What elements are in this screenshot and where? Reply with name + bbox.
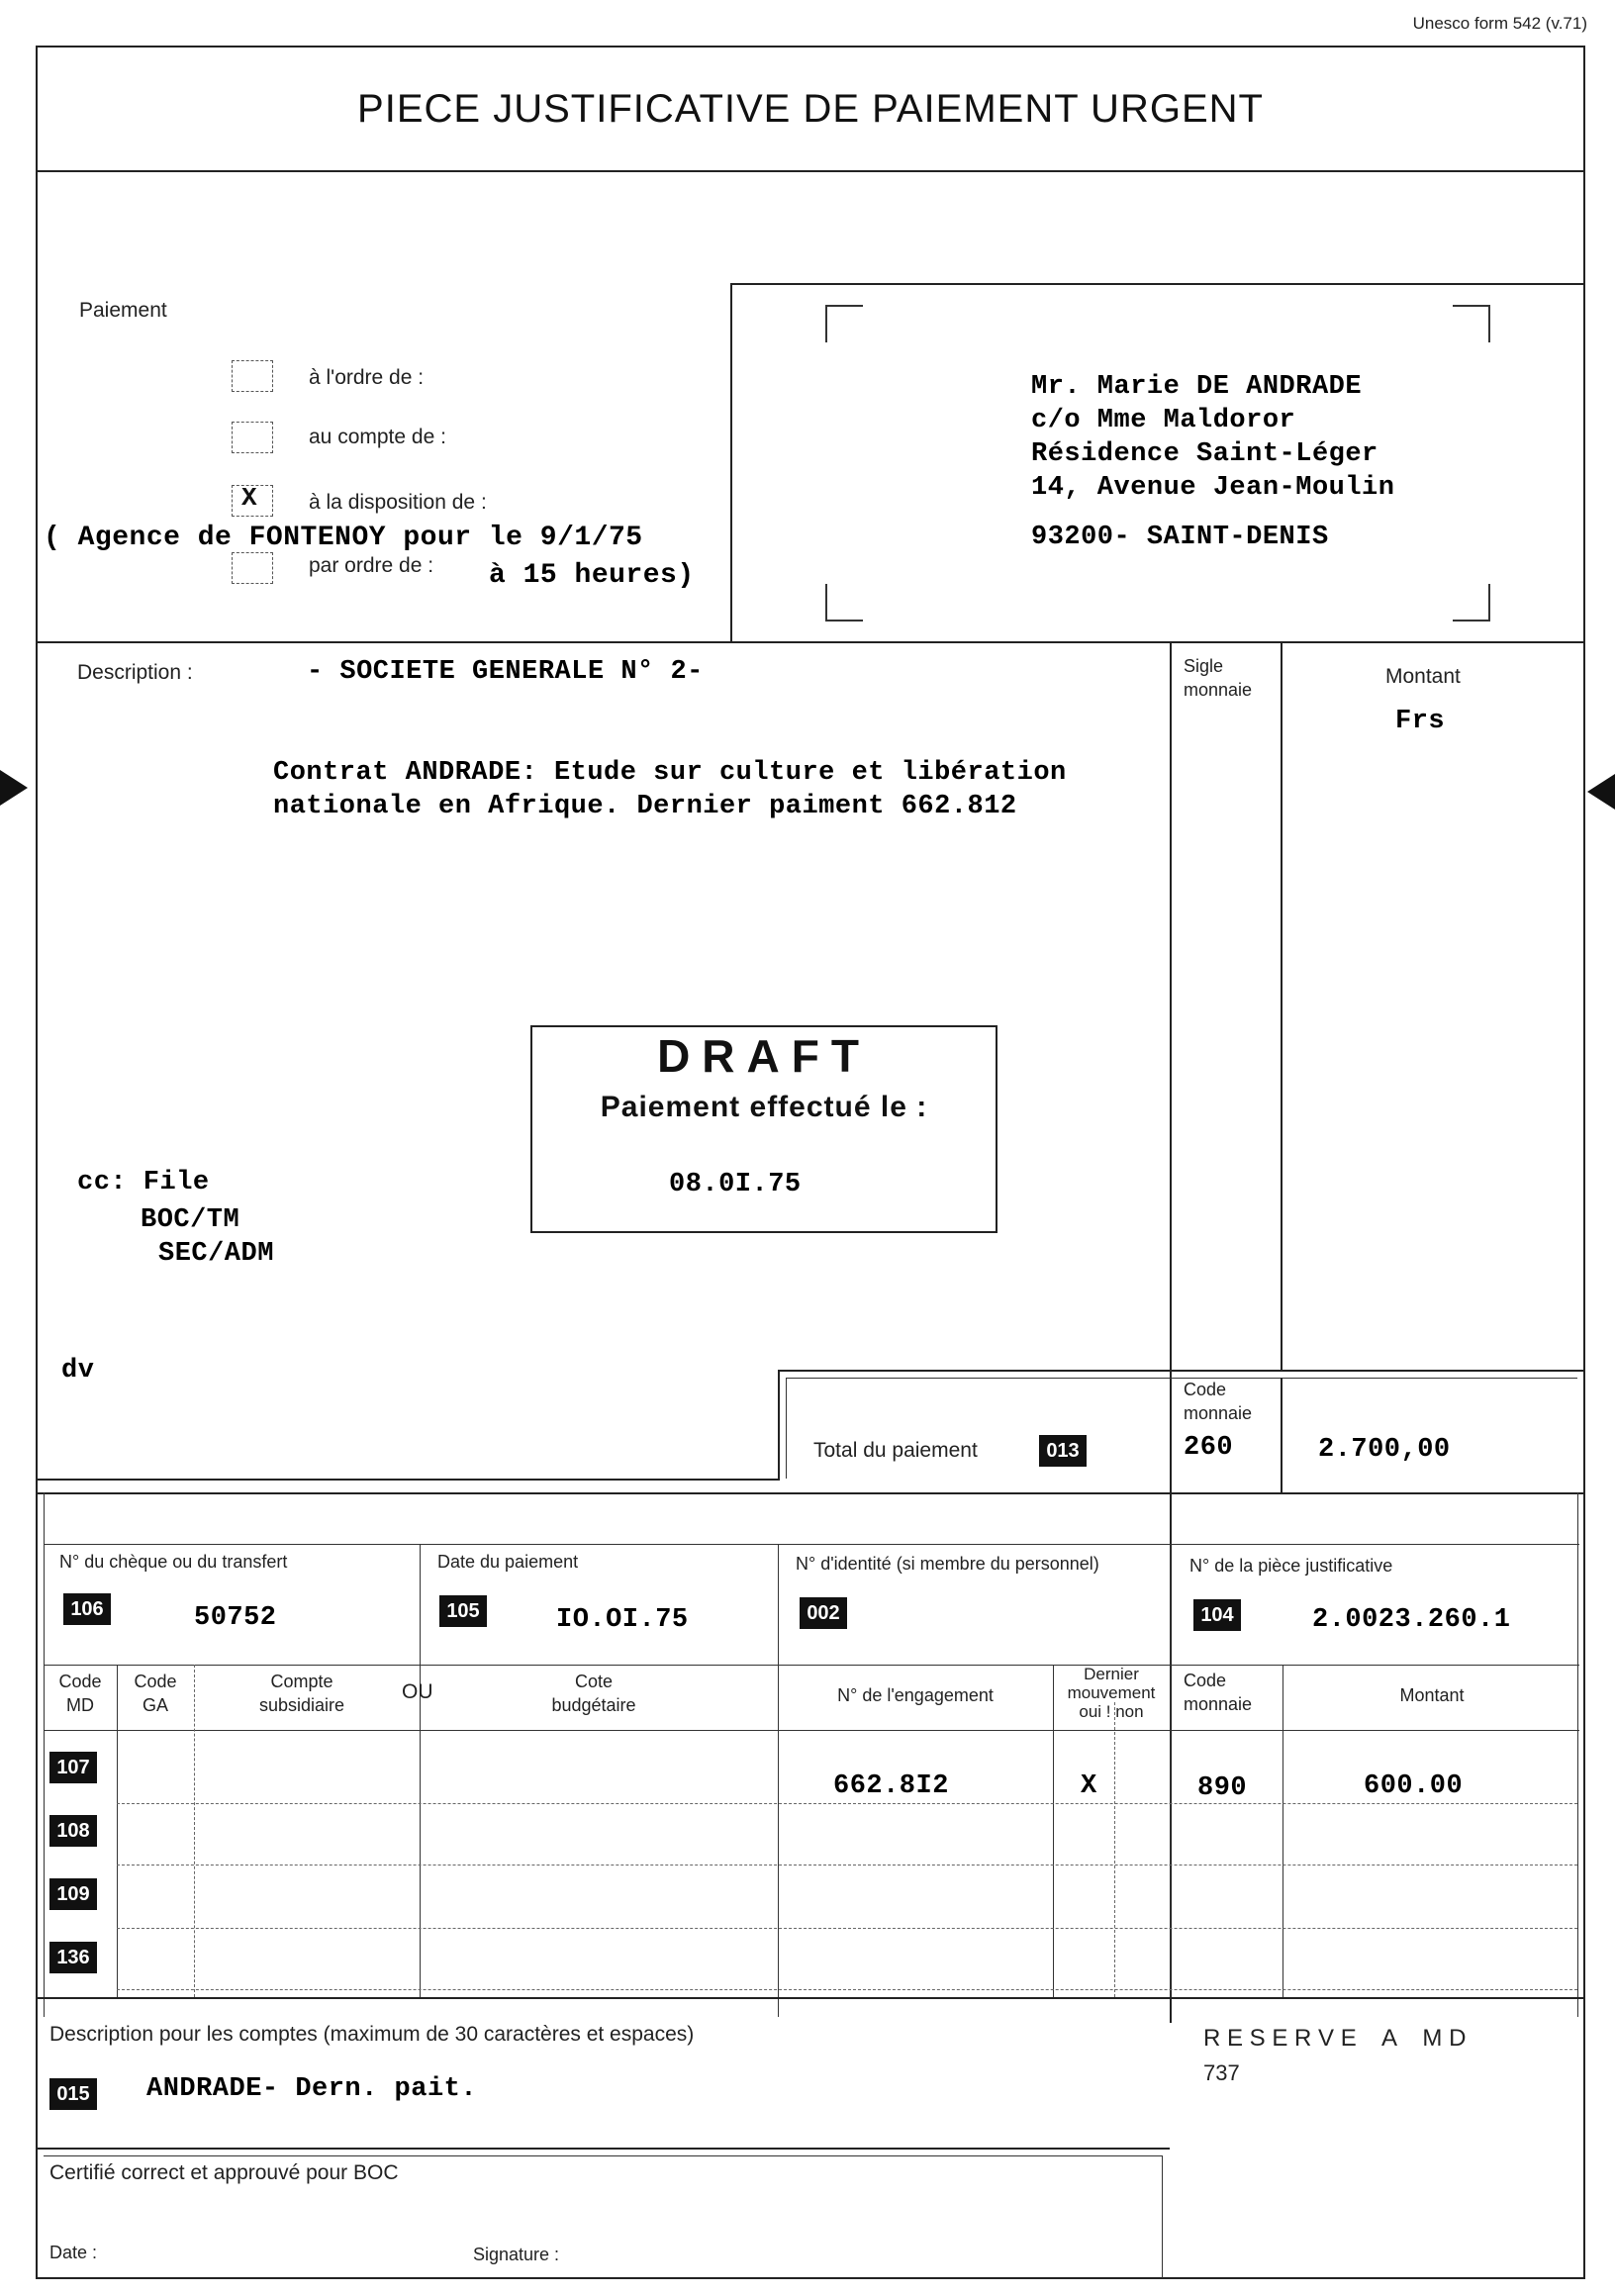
transfer-divider-3 [1170, 1544, 1171, 1665]
description-label: Description : [77, 661, 193, 684]
recipient-line-5: 93200- SAINT-DENIS [1031, 523, 1329, 552]
header-dernier-1: Dernier [1084, 1665, 1139, 1683]
certify-signature-label: Signature : [473, 2245, 560, 2264]
paiement-label: Paiement [79, 299, 167, 322]
header-engagement: N° de l'engagement [837, 1685, 994, 1705]
montant-currency-value: Frs [1395, 707, 1446, 736]
row-line-4 [117, 1989, 1577, 1990]
right-margin-arrow-icon [1587, 774, 1615, 810]
sigle-label-1: Sigle [1184, 656, 1224, 676]
accounts-desc-code-badge: 015 [49, 2078, 97, 2110]
header-cote-1: Cote [574, 1672, 614, 1691]
montant-header-label: Montant [1385, 665, 1461, 688]
option-ordre-label: à l'ordre de : [309, 366, 425, 389]
lower-inner-right [1577, 1492, 1578, 2017]
transfer-divider-2 [778, 1544, 779, 2017]
row-107-oui: X [1081, 1771, 1097, 1801]
option-disposition-label: à la disposition de : [309, 491, 487, 514]
recipient-box-top [730, 283, 1585, 285]
frame-left-line [36, 46, 38, 2278]
row-107-monnaie: 890 [1197, 1773, 1248, 1803]
piece-code-badge: 104 [1193, 1599, 1241, 1631]
cc-file: cc: File [77, 1168, 210, 1197]
piece-value: 2.0023.260.1 [1312, 1605, 1511, 1635]
certify-section-top-inner [44, 2155, 1162, 2156]
draft-stamp-subtitle: Paiement effectué le : [600, 1091, 928, 1123]
total-code-monnaie-label-2: monnaie [1184, 1403, 1253, 1423]
sigle-label-2: monnaie [1184, 680, 1253, 700]
lower-inner-left [44, 1492, 45, 2017]
reserve-label: R E S E R V E A M D [1203, 2025, 1467, 2052]
paiement-note-line1: ( Agence de FONTENOY pour le 9/1/75 [44, 523, 643, 553]
checkbox-disposition-mark: X [241, 483, 257, 513]
address-corner-br [1453, 584, 1490, 622]
cc-boc: BOC/TM [141, 1205, 240, 1235]
option-compte-label: au compte de : [309, 426, 446, 448]
date-paiement-label: Date du paiement [437, 1552, 579, 1572]
address-corner-tl [825, 305, 863, 342]
recipient-line-2: c/o Mme Maldoror [1031, 406, 1296, 435]
row-107-engagement: 662.8I2 [833, 1771, 949, 1801]
header-ou: OU [402, 1680, 433, 1703]
total-amount-divider [1281, 1378, 1282, 1492]
row-107-montant: 600.00 [1364, 1771, 1464, 1801]
description-line-1: Contrat ANDRADE: Etude sur culture et libération [273, 758, 1067, 788]
header-code-md-1: Code [58, 1672, 102, 1691]
bottom-section-top [36, 1997, 1585, 1999]
col-divider-compte-cote [420, 1665, 421, 1997]
row-108-code-badge: 108 [49, 1815, 97, 1847]
header-code-ga-2: GA [142, 1695, 168, 1715]
header-code-ga-1: Code [134, 1672, 177, 1691]
piece-label: N° de la pièce justificative [1189, 1556, 1393, 1576]
header-dernier-2: mouvement [1067, 1683, 1156, 1702]
certify-label: Certifié correct et approuvé pour BOC [49, 2161, 399, 2184]
header-dernier-3: oui ! non [1079, 1702, 1144, 1721]
lower-section-divider-left [36, 1479, 780, 1481]
total-box-top-inner [786, 1378, 1577, 1379]
header-compte-1: Compte [270, 1672, 333, 1691]
description-bank: - SOCIETE GENERALE N° 2- [307, 657, 704, 687]
table-header-bottom [44, 1730, 1579, 1731]
lower-section-divider [36, 1492, 1585, 1494]
row-line-2 [117, 1865, 1577, 1866]
col-divider-dernier-monnaie [1170, 1665, 1171, 1997]
checkbox-par-ordre[interactable] [232, 552, 273, 584]
frame-right-line [1583, 46, 1585, 2278]
total-box-left [778, 1370, 780, 1479]
row-109-code-badge: 109 [49, 1878, 97, 1910]
total-label: Total du paiement [813, 1439, 978, 1462]
total-box-left-inner [786, 1378, 787, 1479]
row-107-code-badge: 107 [49, 1752, 97, 1783]
row-line-3 [117, 1928, 1577, 1929]
total-amount-value: 2.700,00 [1318, 1435, 1451, 1465]
draft-stamp-title: DRAFT [657, 1030, 871, 1082]
identite-label: N° d'identité (si membre du personnel) [796, 1554, 1099, 1574]
draft-stamp-date: 08.0I.75 [669, 1170, 802, 1199]
recipient-line-1: Mr. Marie DE ANDRADE [1031, 372, 1363, 402]
header-code-monnaie-2: monnaie [1184, 1694, 1253, 1714]
recipient-line-3: Résidence Saint-Léger [1031, 439, 1378, 469]
header-montant: Montant [1399, 1685, 1465, 1705]
montant-column-divider [1281, 641, 1282, 1370]
date-paiement-code-badge: 105 [439, 1595, 487, 1627]
transfer-row-top [44, 1544, 1579, 1545]
recipient-box-left [730, 283, 732, 641]
header-compte-2: subsidiaire [258, 1695, 345, 1715]
cheque-label: N° du chèque ou du transfert [59, 1552, 288, 1572]
form-title: PIECE JUSTIFICATIVE DE PAIEMENT URGENT [357, 87, 1264, 131]
certify-section-right-inner [1162, 2155, 1163, 2278]
cc-sec: SEC/ADM [158, 1239, 274, 1269]
total-box-top [778, 1370, 1585, 1372]
header-cote-2: budgétaire [551, 1695, 636, 1715]
paiement-note-line2: à 15 heures) [489, 560, 695, 591]
checkbox-ordre[interactable] [232, 360, 273, 392]
title-divider [36, 170, 1585, 172]
row-136-code-badge: 136 [49, 1942, 97, 1973]
header-code-monnaie-1: Code [1184, 1671, 1227, 1690]
col-divider-oui-non [1114, 1702, 1115, 1997]
date-paiement-value: IO.OI.75 [556, 1605, 689, 1635]
frame-top-line [36, 46, 1585, 48]
description-top-divider [36, 641, 1585, 643]
certify-date-label: Date : [49, 2243, 98, 2262]
frame-bottom-line [36, 2277, 1585, 2279]
accounts-desc-label: Description pour les comptes (maximum de 30 caractères et espaces) [49, 2023, 695, 2046]
reserve-value: 737 [1203, 2060, 1240, 2085]
certify-section-top [36, 2148, 1170, 2150]
total-code-monnaie-value: 260 [1184, 1433, 1234, 1463]
total-code-badge: 013 [1039, 1435, 1087, 1467]
cheque-value: 50752 [194, 1603, 277, 1633]
address-corner-tr [1453, 305, 1490, 342]
cheque-code-badge: 106 [63, 1593, 111, 1625]
header-code-md-2: MD [66, 1695, 94, 1715]
col-divider-monnaie-montant [1282, 1665, 1283, 1997]
typist-initials: dv [61, 1356, 95, 1386]
description-line-2: nationale en Afrique. Dernier paiment 662.812 [273, 792, 1017, 821]
table-header-top [44, 1665, 1579, 1666]
col-divider-ga-compte [194, 1665, 195, 1997]
total-code-monnaie-label-1: Code [1184, 1380, 1227, 1399]
address-corner-bl [825, 584, 863, 622]
transfer-divider-1 [420, 1544, 421, 1665]
form-reference: Unesco form 542 (v.71) [1412, 14, 1587, 33]
option-par-ordre-label: par ordre de : [309, 554, 434, 577]
checkbox-compte[interactable] [232, 422, 273, 453]
col-divider-md-ga [117, 1665, 118, 1997]
left-margin-arrow-icon [0, 770, 28, 806]
identite-code-badge: 002 [800, 1597, 847, 1629]
row-line-1 [117, 1803, 1577, 1804]
accounts-desc-value: ANDRADE- Dern. pait. [146, 2074, 478, 2104]
recipient-line-4: 14, Avenue Jean-Moulin [1031, 473, 1395, 503]
